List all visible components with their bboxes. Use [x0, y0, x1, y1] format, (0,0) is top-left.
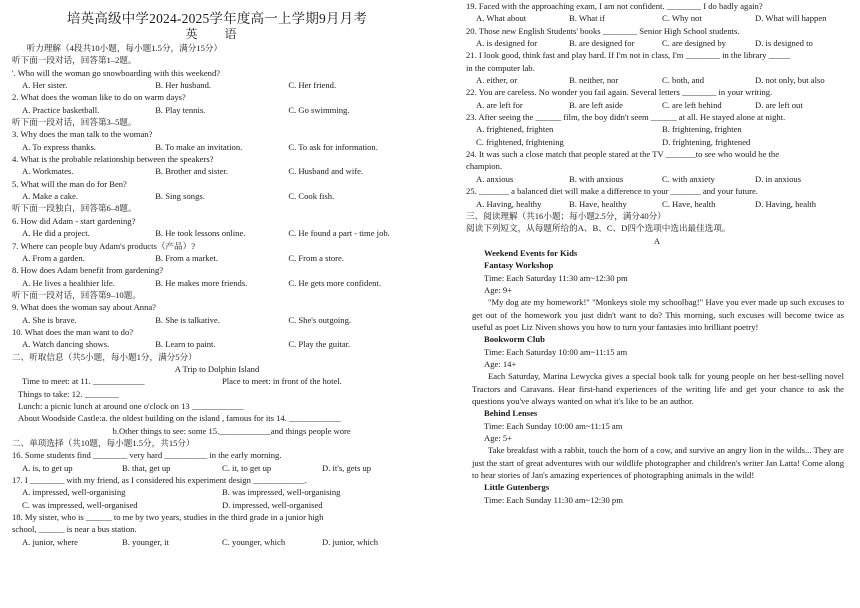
- text-line: 2. What does the woman like to do on warm days?: [12, 92, 186, 103]
- subject-heading: 英 语: [185, 27, 249, 41]
- answer-option: B. Sing songs.: [155, 191, 205, 202]
- event-detail: Time: Each Saturday 11:30 am~12:30 pm: [484, 272, 628, 283]
- answer-option: B. are designed for: [569, 38, 635, 49]
- answer-option: A. either, or: [476, 75, 518, 86]
- answer-option: C. are left behind: [662, 99, 722, 110]
- text-line: 5. What will the man do for Ben?: [12, 178, 127, 189]
- text-line: 21. I look good, think fast and play hard. If I'm not in class, I'm ________ in the library _____: [466, 50, 791, 61]
- answer-options: [12, 252, 422, 264]
- passage-paragraph: "My dog ate my homework!" "Monkeys stole my schoolbag!" Have you ever made up such excuses to get out of the homework you just didn't want to do? This morning, such excuses will become twice as useful as poet Liz Niven shows you how to turn your fantasies into brilliant poetry!: [472, 297, 844, 332]
- event-heading: Little Gutenbergs: [484, 482, 550, 493]
- answer-option: A. is, to get up: [22, 462, 73, 473]
- section-heading: A: [653, 235, 661, 246]
- text-line: 16. Some students find ________ very hard __________ in the early morning.: [12, 450, 282, 461]
- answer-option: B. She is talkative.: [155, 314, 220, 325]
- text-line: in the computer lab.: [466, 62, 535, 73]
- text-line: 17. I ________ with my friend, as I considered his experiment design ____________.: [12, 475, 307, 486]
- answer-option: A. Workmates.: [22, 166, 74, 177]
- answer-option: D. Having, health: [755, 198, 817, 209]
- text-line: 3. Why does the man talk to the woman?: [12, 129, 153, 140]
- text-line: Lunch: a picnic lunch at around one o'clock on 13 ____________: [18, 400, 244, 411]
- text-line: 9. What does the woman say about Anna?: [12, 302, 156, 313]
- exam-title: 培英高级中学2024-2025学年度高一上学期9月月考: [66, 11, 368, 26]
- answer-option: B. younger, it: [122, 536, 169, 547]
- answer-options: [12, 375, 422, 387]
- text-line: 24. It was such a close match that people stared at the TV _______to see who would be the: [466, 149, 780, 160]
- text-line: 23. After seeing the ______ film, the boy didn't seem ______ at all. He stayed alone at night.: [466, 112, 786, 123]
- answer-option: C. Why not: [662, 13, 702, 24]
- answer-option: B. What if: [569, 13, 605, 24]
- answer-option: A. She is brave.: [22, 314, 77, 325]
- text-line: b.Other things to see: some 15.____________and things people wore: [18, 425, 351, 436]
- answer-option: C. both, and: [662, 75, 705, 86]
- answer-option: A. Practice basketball.: [22, 104, 100, 115]
- answer-options: [12, 190, 422, 202]
- answer-option: B. Her husband.: [155, 80, 212, 91]
- answer-option: B. was impressed, well-organising: [222, 487, 341, 498]
- answer-option: A. anxious: [476, 173, 514, 184]
- text-line: 听下面一段独白，回答第6–8题。: [12, 203, 137, 214]
- answer-options: [466, 37, 848, 49]
- answer-option: B. From a market.: [155, 252, 218, 263]
- answer-options: [12, 277, 422, 289]
- answer-option: A. He did a project.: [22, 228, 90, 239]
- answer-options: [12, 227, 422, 239]
- answer-option: C. are designed by: [662, 38, 726, 49]
- answer-option: A. frightened, frighten: [476, 124, 554, 135]
- answer-option: D. is designed to: [755, 38, 813, 49]
- answer-options: [466, 99, 848, 111]
- answer-option: B. frightening, frighten: [662, 124, 742, 135]
- answer-options: [466, 198, 848, 210]
- text-line: 22. You are careless. No wonder you fail again. Several letters ________ in your writing.: [466, 87, 773, 98]
- answer-options: [466, 74, 848, 86]
- answer-options: [12, 536, 422, 548]
- answer-option: B. Have, healthy: [569, 198, 627, 209]
- answer-options: [12, 141, 422, 153]
- text-line: Things to take: 12. ________: [18, 388, 119, 399]
- answer-option: A. impressed, well-organising: [22, 487, 126, 498]
- answer-options: [12, 499, 422, 511]
- answer-option: C. was impressed, well-organised: [22, 499, 138, 510]
- text-line: champion.: [466, 161, 503, 172]
- answer-option: A. Her sister.: [22, 80, 68, 91]
- answer-options: [12, 104, 422, 116]
- answer-option: Time to meet: at 11. ____________: [22, 376, 145, 387]
- text-line: 8. How does Adam benefit from gardening?: [12, 265, 164, 276]
- answer-option: C. with anxiety: [662, 173, 715, 184]
- answer-option: A. junior, where: [22, 536, 78, 547]
- text-line: 三、阅读理解（共16小题；每小题2.5分，满分40分）: [466, 210, 666, 221]
- answer-options: [12, 338, 422, 350]
- answer-option: D. it's, gets up: [322, 462, 372, 473]
- answer-option: D. What will happen: [755, 13, 827, 24]
- text-line: '. Who will the woman go snowboarding with this weekend?: [12, 67, 221, 78]
- text-line: 25. _______ a balanced diet will make a difference to your _______ and your future.: [466, 186, 758, 197]
- right-column: [466, 0, 848, 506]
- text-line: 10. What does the man want to do?: [12, 326, 134, 337]
- answer-option: B. He makes more friends.: [155, 277, 248, 288]
- answer-option: B. Brother and sister.: [155, 166, 228, 177]
- answer-option: B. neither, nor: [569, 75, 619, 86]
- answer-option: C. Husband and wife.: [288, 166, 364, 177]
- answer-option: C. Play the guitar.: [288, 339, 351, 350]
- answer-option: C. To ask for information.: [288, 141, 378, 152]
- text-line: About Woodside Castle:a. the oldest building on the island , famous for its 14. ____________: [18, 413, 341, 424]
- answer-option: C. Have, health: [662, 198, 716, 209]
- text-line: 4. What is the probable relationship between the speakers?: [12, 154, 214, 165]
- text-line: school, ______ is near a bus station.: [12, 524, 137, 535]
- answer-option: C. it, to get up: [222, 462, 272, 473]
- answer-option: A. Make a cake.: [22, 191, 79, 202]
- answer-option: C. He found a part - time job.: [288, 228, 390, 239]
- text-line: 听下面一段对话，回答第1–2题。: [12, 55, 137, 66]
- left-column: [12, 0, 422, 548]
- answer-option: C. She's outgoing.: [288, 314, 352, 325]
- answer-option: D. in anxious: [755, 173, 802, 184]
- answer-option: D. impressed, well-organised: [222, 499, 323, 510]
- event-detail: Age: 14+: [484, 358, 517, 369]
- text-line: 听下面一段对话，回答第9–10题。: [12, 289, 141, 300]
- answer-options: [466, 136, 848, 148]
- answer-option: C. He gets more confident.: [288, 277, 381, 288]
- answer-options: [466, 12, 848, 24]
- answer-option: C. Cook fish.: [288, 191, 335, 202]
- event-detail: Time: Each Sunday 11:30 am~12:30 pm: [484, 494, 623, 505]
- answer-option: A. is designed for: [476, 38, 538, 49]
- answer-option: A. From a garden.: [22, 252, 85, 263]
- text-line: 6. How did Adam - start gardening?: [12, 215, 136, 226]
- answer-option: C. Go swimming.: [288, 104, 350, 115]
- passage-paragraph: Each Saturday, Marina Lewycka gives a special book talk for young people on her best-selling novel Tractors and Caravans. Hear first-hand experiences of the writing life and get your chance to ask the questions you've always wanted on what it's like to be an author.: [472, 371, 844, 406]
- answer-options: [466, 173, 848, 185]
- answer-options: [12, 165, 422, 177]
- answer-option: D. not only, but also: [755, 75, 825, 86]
- answer-option: B. He took lessons online.: [155, 228, 246, 239]
- text-line: 听力理解（4段共10小题，每小题1.5分，满分15分）: [18, 43, 223, 53]
- answer-option: A. He lives a healthier life.: [22, 277, 115, 288]
- answer-option: D. are left out: [755, 99, 803, 110]
- text-line: 20. Those new English Students' books ________ Senior High School students.: [466, 25, 740, 36]
- answer-option: C. Her friend.: [288, 80, 337, 91]
- answer-option: C. younger, which: [222, 536, 286, 547]
- answer-option: Place to meet: in front of the hotel.: [222, 376, 342, 387]
- answer-option: D. frightening, frightened: [662, 136, 751, 147]
- text-line: 18. My sister, who is ______ to me by two years, studies in the third grade in a junior high: [12, 512, 324, 523]
- answer-option: A. What about: [476, 13, 527, 24]
- answer-options: [12, 79, 422, 91]
- event-detail: Time: Each Sunday 10:00 am~11:15 am: [484, 420, 623, 431]
- event-heading: Behind Lenses: [484, 408, 538, 419]
- answer-options: [466, 123, 848, 135]
- event-heading: Fantasy Workshop: [484, 260, 554, 271]
- answer-options: [12, 462, 422, 474]
- answer-option: C. frightened, frightening: [476, 136, 564, 147]
- answer-option: B. Learn to paint.: [155, 339, 216, 350]
- answer-option: B. To make an invitation.: [155, 141, 243, 152]
- answer-option: A. are left for: [476, 99, 523, 110]
- text-line: 7. Where can people buy Adam's products（产品）?: [12, 240, 196, 251]
- text-line: 阅读下列短文，从每题所给的A、B、C、D四个选项中选出最佳选项。: [466, 223, 731, 234]
- section-heading: A Trip to Dolphin Island: [174, 363, 260, 374]
- event-heading: Bookworm Club: [484, 334, 545, 345]
- text-line: 二、听取信息（共5小题，每小题1分，满分5分）: [12, 351, 197, 362]
- answer-options: [12, 486, 422, 498]
- event-detail: Time: Each Saturday 10:00 am~11:15 am: [484, 346, 628, 357]
- text-line: 19. Faced with the approaching exam, I am not confident. ________ I do badly again?: [466, 1, 763, 11]
- answer-option: A. Watch dancing shows.: [22, 339, 110, 350]
- answer-option: A. To express thanks.: [22, 141, 96, 152]
- answer-option: B. Play tennis.: [155, 104, 206, 115]
- answer-options: [12, 314, 422, 326]
- answer-option: D. junior, which: [322, 536, 378, 547]
- answer-option: B. that, get up: [122, 462, 171, 473]
- event-detail: Age: 9+: [484, 284, 512, 295]
- event-detail: Age: 5+: [484, 433, 512, 444]
- answer-option: B. are left aside: [569, 99, 623, 110]
- answer-option: B. with anxious: [569, 173, 624, 184]
- text-line: 二、单项选择（共10题，每小题1.5分，共15分）: [12, 438, 195, 448]
- answer-option: C. From a store.: [288, 252, 344, 263]
- answer-option: A. Having, healthy: [476, 198, 542, 209]
- passage-paragraph: Take breakfast with a rabbit, touch the horn of a cow, and survive an angry lion in the wilds... They are just the start of great adventures with our wildlife photographer and children's writer Jan Latta! Come along to hear stories of Jan's amazing experiences of photographing animals in the wild!: [472, 445, 844, 481]
- event-heading: Weekend Events for Kids: [484, 247, 578, 258]
- text-line: 听下面一段对话，回答第3–5题。: [12, 117, 137, 128]
